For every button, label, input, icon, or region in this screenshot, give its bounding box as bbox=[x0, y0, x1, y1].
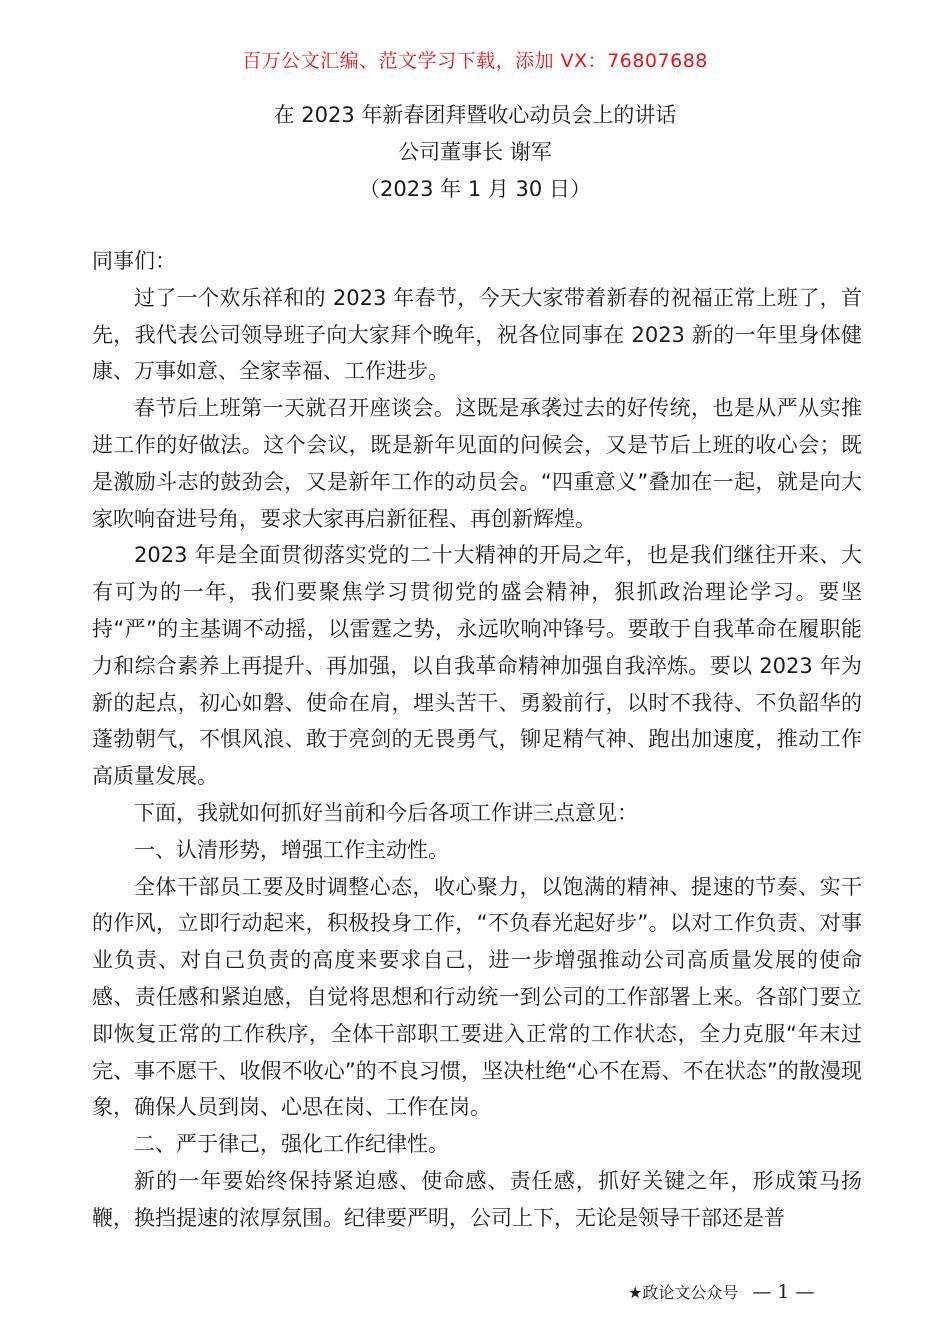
paragraph-year-outlook: 2023 年是全面贯彻落实党的二十大精神的开局之年，也是我们继往开来、大有可为的一年，我们要聚焦学习贯彻党的盛会精神，狠抓政治理论学习。要坚持“严”的主基调不动摇，以雷霆之势，永远吹响冲锋号。要敢于自我革命在履职能力和综合素养上再提升、再加强，以自我革命精神加强自我淬炼。要以 2023 年为新的起点，初心如磐、使命在肩，埋头苦干、勇毅前行，以时不我待、不负韶华的蓬勃朝气，不惧风浪、敢于亮剑的无畏勇气，铆足精气神、跑出加速度，推动工作高质量发展。 bbox=[92, 543, 862, 789]
speech-title: 在 2023 年新春团拜暨收心动员会上的讲话 bbox=[273, 103, 677, 127]
paragraph-three-points-intro: 下面，我就如何抓好当前和今后各项工作讲三点意见： bbox=[134, 800, 638, 825]
paragraph-meeting-purpose: 春节后上班第一天就召开座谈会。这既是承袭过去的好传统，也是从严从实推进工作的好做法。这个会议，既是新年见面的问候会，又是节后上班的收心会；既是激励斗志的鼓劲会，又是新年工作的动员会。“四重意义”叠加在一起，就是向大家吹响奋进号角，要求大家再启新征程、再创新辉煌。 bbox=[92, 396, 862, 531]
paragraph-section-2: 新的一年要始终保持紧迫感、使命感、责任感，抓好关键之年，形成策马扬鞭，换挡提速的浓厚氛围。纪律要严明，公司上下，无论是领导干部还是普 bbox=[92, 1168, 862, 1230]
paragraph-greeting: 过了一个欢乐祥和的 2023 年春节，今天大家带着新春的祝福正常上班了，首先，我代表公司领导班子向大家拜个晚年，祝各位同事在 2023 新的一年里身体健康、万事如意、全家幸福、工作进步。 bbox=[92, 285, 862, 384]
page-footer bbox=[628, 1280, 815, 1303]
page-number: — 1 — bbox=[752, 1280, 815, 1303]
section-heading-1: 一、认清形势，增强工作主动性。 bbox=[134, 837, 449, 862]
date-line: （2023 年 1 月 30 日） bbox=[359, 177, 591, 201]
title-block bbox=[0, 97, 950, 208]
download-banner: 百万公文汇编、范文学习下载，添加 VX：76807688 bbox=[242, 50, 708, 72]
paragraph-section-1: 全体干部员工要及时调整心态，收心聚力，以饱满的精神、提速的节奏、实干的作风，立即行动起来，积极投身工作，“不负春光起好步”。以对工作负责、对事业负责、对自己负责的高度来要求自己，进一步增强推动公司高质量发展的使命感、责任感和紧迫感，自觉将思想和行动统一到公司的工作部署上来。各部门要立即恢复正常的工作秩序，全体干部职工要进入正常的工作状态，全力克服“年末过完、事不愿干、收假不收心”的不良习惯，坚决杜绝“心不在焉、不在状态”的散漫现象，确保人员到岗、心思在岗、工作在岗。 bbox=[92, 874, 862, 1120]
footer-source: ★政论文公众号 bbox=[628, 1283, 739, 1302]
salutation: 同事们： bbox=[92, 249, 176, 273]
section-heading-2: 二、严于律己，强化工作纪律性。 bbox=[134, 1132, 449, 1157]
speaker-line: 公司董事长 谢军 bbox=[398, 140, 552, 164]
speech-body bbox=[92, 243, 862, 1237]
